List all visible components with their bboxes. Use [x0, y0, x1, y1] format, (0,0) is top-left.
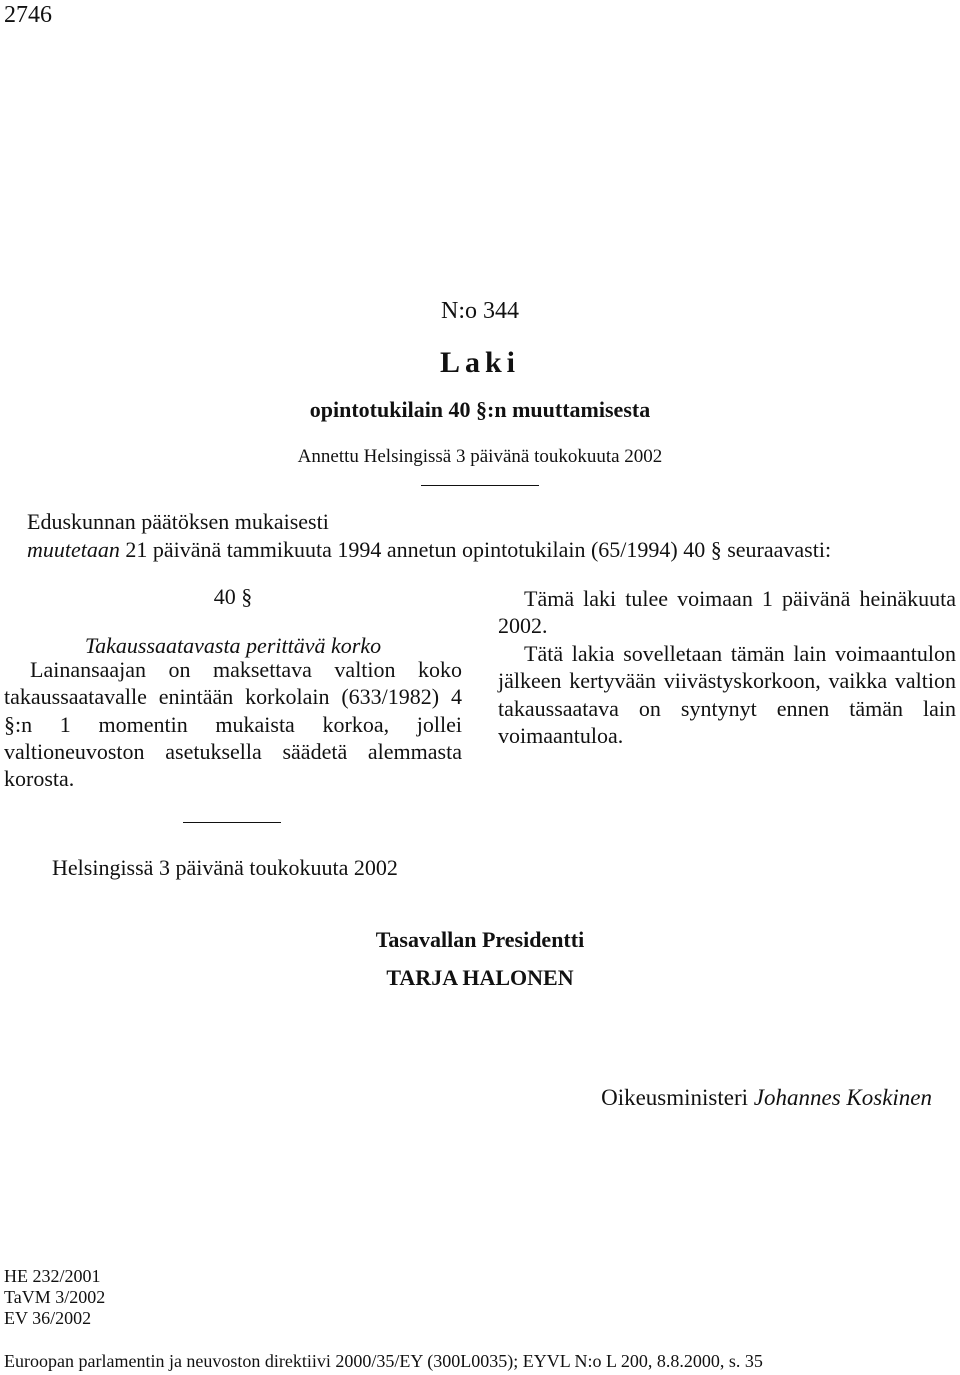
- application-paragraph: Tätä lakia sovelletaan tämän lain voimaantulon jälkeen kertyvään viivästyskorkoon, vaikka valtion takaussaatava on syntynyt ennen tämän lain voimaantuloa.: [498, 641, 956, 748]
- section-heading: Takaussaatavasta perittävä korko: [84, 633, 382, 658]
- divider: [421, 485, 539, 486]
- law-title: Laki: [439, 346, 521, 379]
- president-title: Tasavallan Presidentti: [375, 927, 585, 952]
- minister-signature: [601, 1085, 932, 1111]
- amendment-verb: muutetaan: [27, 537, 120, 562]
- reference-line: HE 232/2001: [4, 1266, 101, 1286]
- directive-reference: Euroopan parlamentin ja neuvoston direktiivi 2000/35/EY (300L0035); EYVL N:o L 200, 8.8.2000, s. 35: [4, 1351, 763, 1371]
- statute-number: N:o 344: [441, 298, 519, 324]
- law-subtitle: opintotukilain 40 §:n muuttamisesta: [309, 397, 651, 422]
- amendment-text: 21 päivänä tammikuuta 1994 annetun opintotukilain (65/1994) 40 § seuraavasti:: [119, 537, 832, 562]
- enactment-clause: Eduskunnan päätöksen mukaisesti: [27, 509, 329, 534]
- section-paragraph: Lainansaajan on maksettava valtion koko takaussaatavalle enintään korkolain (633/1982) 4 §:n 1 momentin mukaista korkoa, jollei valtioneuvoston asetuksella säädetä alemmasta korosta.: [4, 657, 462, 792]
- minister-title: Oikeusministeri: [601, 1085, 749, 1110]
- reference-line: EV 36/2002: [4, 1308, 92, 1328]
- divider: [183, 822, 281, 823]
- page-number: 2746: [4, 2, 52, 28]
- section-number: 40 §: [213, 584, 253, 609]
- minister-name: Johannes Koskinen: [753, 1085, 932, 1110]
- amendment-clause: [27, 537, 831, 563]
- entry-into-force-paragraph: Tämä laki tulee voimaan 1 päivänä heinäkuuta 2002.: [498, 586, 956, 639]
- place-date: Helsingissä 3 päivänä toukokuuta 2002: [52, 855, 398, 880]
- president-name: TARJA HALONEN: [386, 965, 574, 990]
- reference-line: TaVM 3/2002: [4, 1287, 106, 1307]
- issued-line: Annettu Helsingissä 3 päivänä toukokuuta 2002: [297, 446, 663, 467]
